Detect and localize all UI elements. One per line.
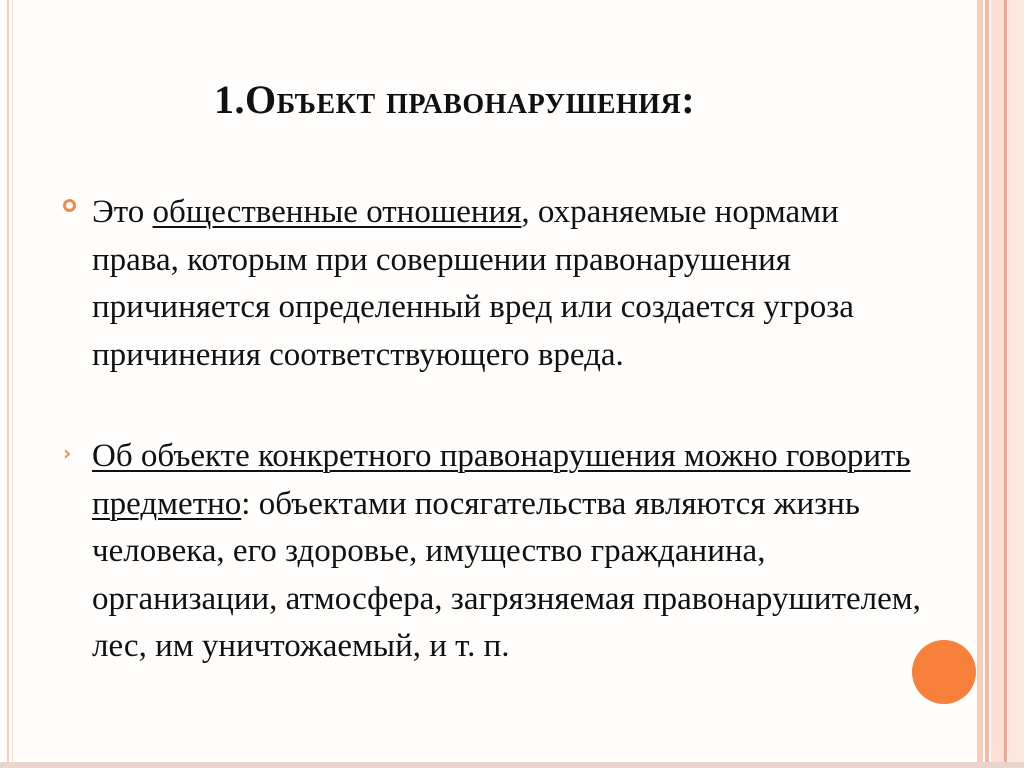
bullet-2-post: : объектами посягательства являются жизнь человека, его здоровье, имущество гражданина, организации, атмосфера, загрязняемая правонарушителем, лес, им уничтожаемый, и т. п. (92, 485, 921, 664)
chevron-bullet-icon: › (63, 441, 72, 465)
title-text: Объект правонарушения: (245, 77, 696, 122)
decor-stripe (1004, 0, 1007, 768)
decor-frame-line (7, 0, 9, 768)
decor-stripe (985, 0, 989, 768)
bullet-2-underlined: Об объекте конкретного правонарушения можно говорить предметно (92, 438, 911, 522)
slide-title (214, 76, 914, 123)
bullet-1-post: , охраняемые нормами права, которым при совершении правонарушения причиняется определенный вред или создается угроза причинения соответствующего вреда. (92, 194, 854, 373)
bullet-examples (92, 433, 932, 671)
bullet-1-pre: Это (92, 194, 153, 230)
decor-circle (912, 640, 976, 704)
decor-bottom-border (0, 762, 1024, 768)
decor-stripe (1008, 0, 1024, 768)
title-number: 1. (214, 77, 245, 122)
bullet-1-underlined: общественные отношения (152, 194, 522, 230)
bullet-definition (92, 189, 932, 379)
decor-stripe (991, 0, 1004, 768)
decor-frame-line (12, 0, 13, 768)
circle-bullet-icon (63, 199, 76, 212)
decor-stripe (977, 0, 983, 768)
